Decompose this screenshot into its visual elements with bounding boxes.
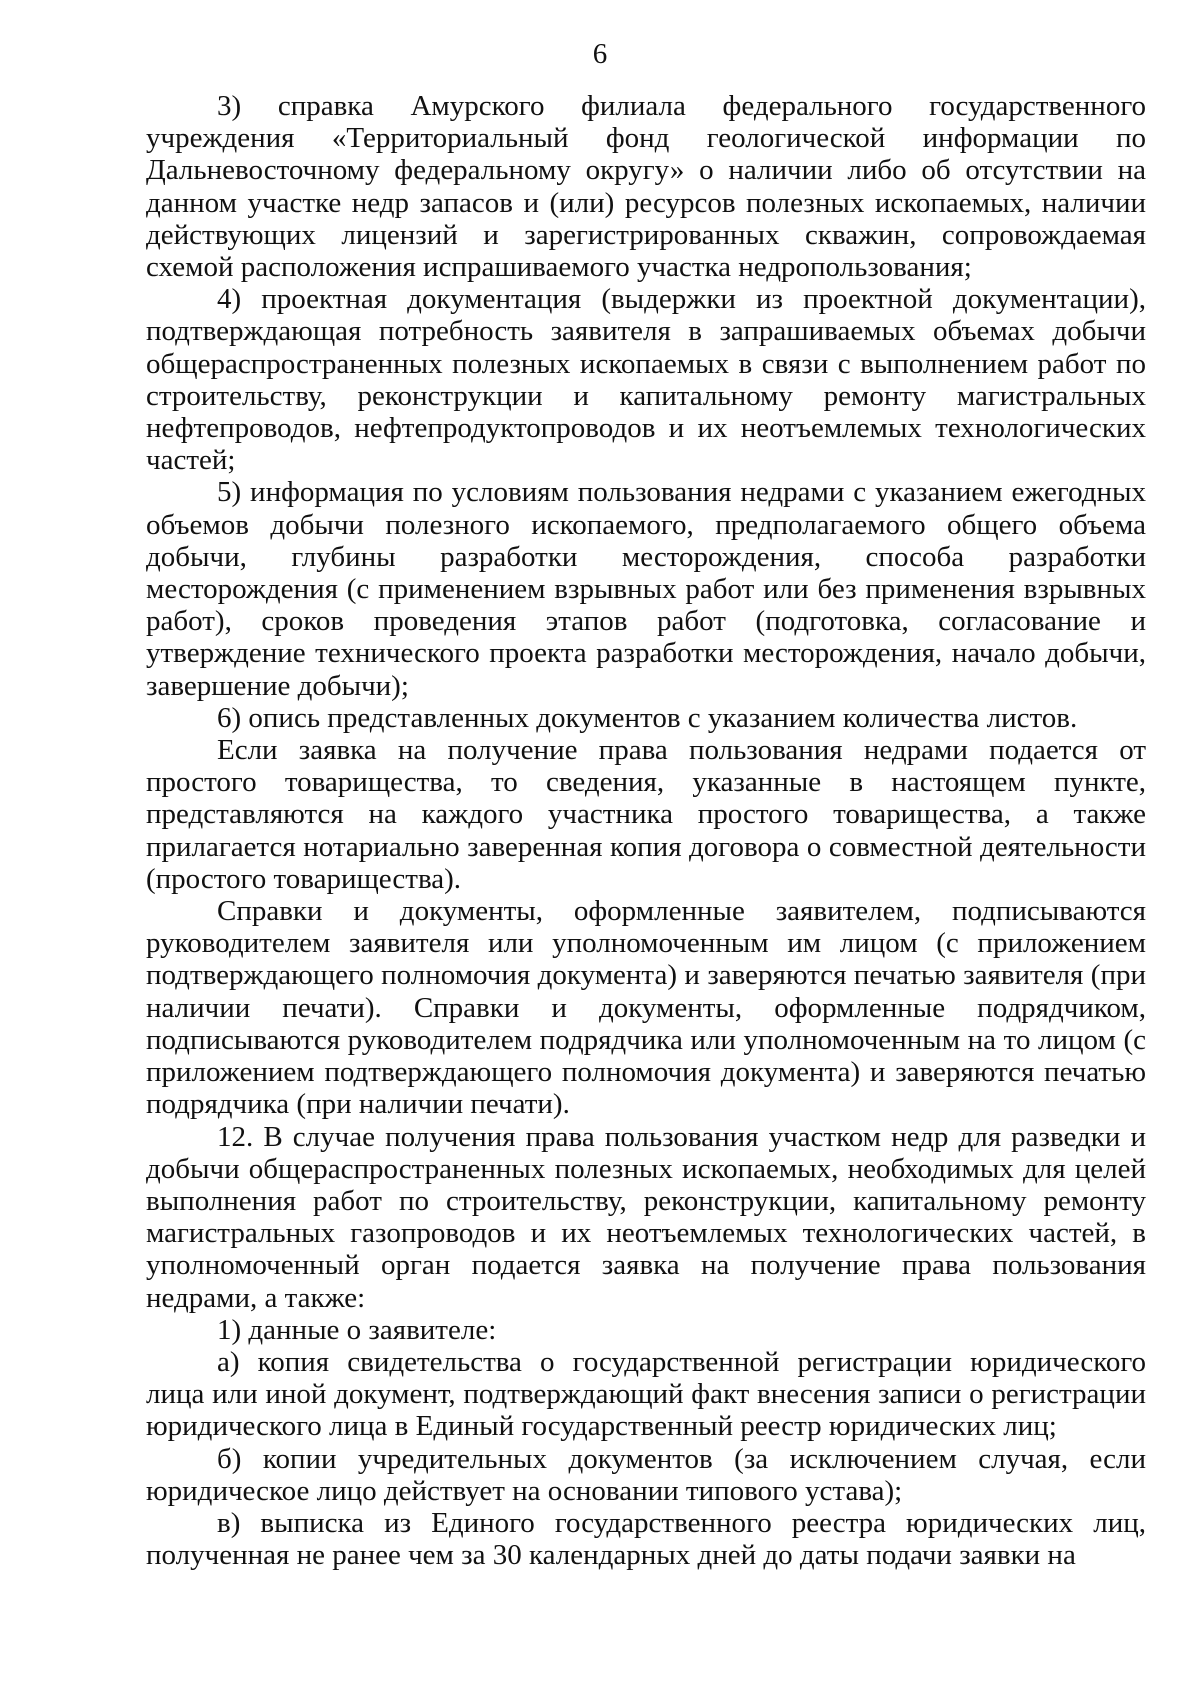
paragraph-item-4-project-docs: 4) проектная документация (выдержки из проектной документации), подтверждающая потребность заявителя в запрашиваемых объемах добычи общераспространенных полезных ископаемых в связи с выполнением работ по строительству, реконструкции и капитальному ремонту магистральных нефтепроводов, нефтепродуктопроводов и их неотъемлемых технологических частей; — [146, 283, 1146, 477]
paragraph-clause-12: 12. В случае получения права пользования участком недр для разведки и добычи общераспространенных полезных ископаемых, необходимых для целей выполнения работ по строительству, реконструкции, капитальному ремонту магистральных газопроводов и их неотъемлемых технологических частей, в уполномоченный орган подается заявка на получение права пользования недрами, а также: — [146, 1120, 1146, 1314]
paragraph-signing-rules: Справки и документы, оформленные заявителем, подписываются руководителем заявителя или уполномоченным им лицом (с приложением подтверждающего полномочия документа) и заверяются печатью заявителя (при наличии печати). Справки и документы, оформленные подрядчиком, подписываются руководителем подрядчика или уполномоченным на то лицом (с приложением подтверждающего полномочия документа) и заверяются печатью подрядчика (при наличии печати). — [146, 895, 1146, 1121]
document-body — [146, 90, 1146, 1571]
paragraph-subitem-b: б) копии учредительных документов (за исключением случая, если юридическое лицо действует на основании типового устава); — [146, 1442, 1146, 1507]
paragraph-item-5-subsoil-info: 5) информация по условиям пользования недрами с указанием ежегодных объемов добычи полезного ископаемого, предполагаемого общего объема добычи, глубины разработки месторождения, способа разработки месторождения (с применением взрывных работ или без применения взрывных работ), сроков проведения этапов работ (подготовка, согласование и утверждение технического проекта разработки месторождения, начало добычи, завершение добычи); — [146, 476, 1146, 702]
paragraph-subitem-v: в) выписка из Единого государственного реестра юридических лиц, полученная не ранее чем за 30 календарных дней до даты подачи заявки на — [146, 1506, 1146, 1572]
paragraph-applicant-data: 1) данные о заявителе: — [217, 1313, 497, 1346]
page-number: 6 — [592, 38, 608, 70]
paragraph-subitem-a: а) копия свидетельства о государственной регистрации юридического лица или иной документ, подтверждающий факт внесения записи о регистрации юридического лица в Единый государственный реестр юридических лиц; — [146, 1345, 1146, 1443]
paragraph-item-3-certificate: 3) справка Амурского филиала федерального государственного учреждения «Территориальный фонд геологической информации по Дальневосточному федеральному округу» о наличии либо об отсутствии на данном участке недр запасов и (или) ресурсов полезных ископаемых, наличии действующих лицензий и зарегистрированных скважин, сопровождаемая схемой расположения испрашиваемого участка недропользования; — [146, 90, 1146, 284]
paragraph-item-6-inventory: 6) опись представленных документов с указанием количества листов. — [217, 701, 1078, 734]
paragraph-simple-partnership: Если заявка на получение права пользования недрами подается от простого товарищества, то сведения, указанные в настоящем пункте, представляются на каждого участника простого товарищества, а также прилагается нотариально заверенная копия договора о совместной деятельности (простого товарищества). — [146, 734, 1146, 895]
